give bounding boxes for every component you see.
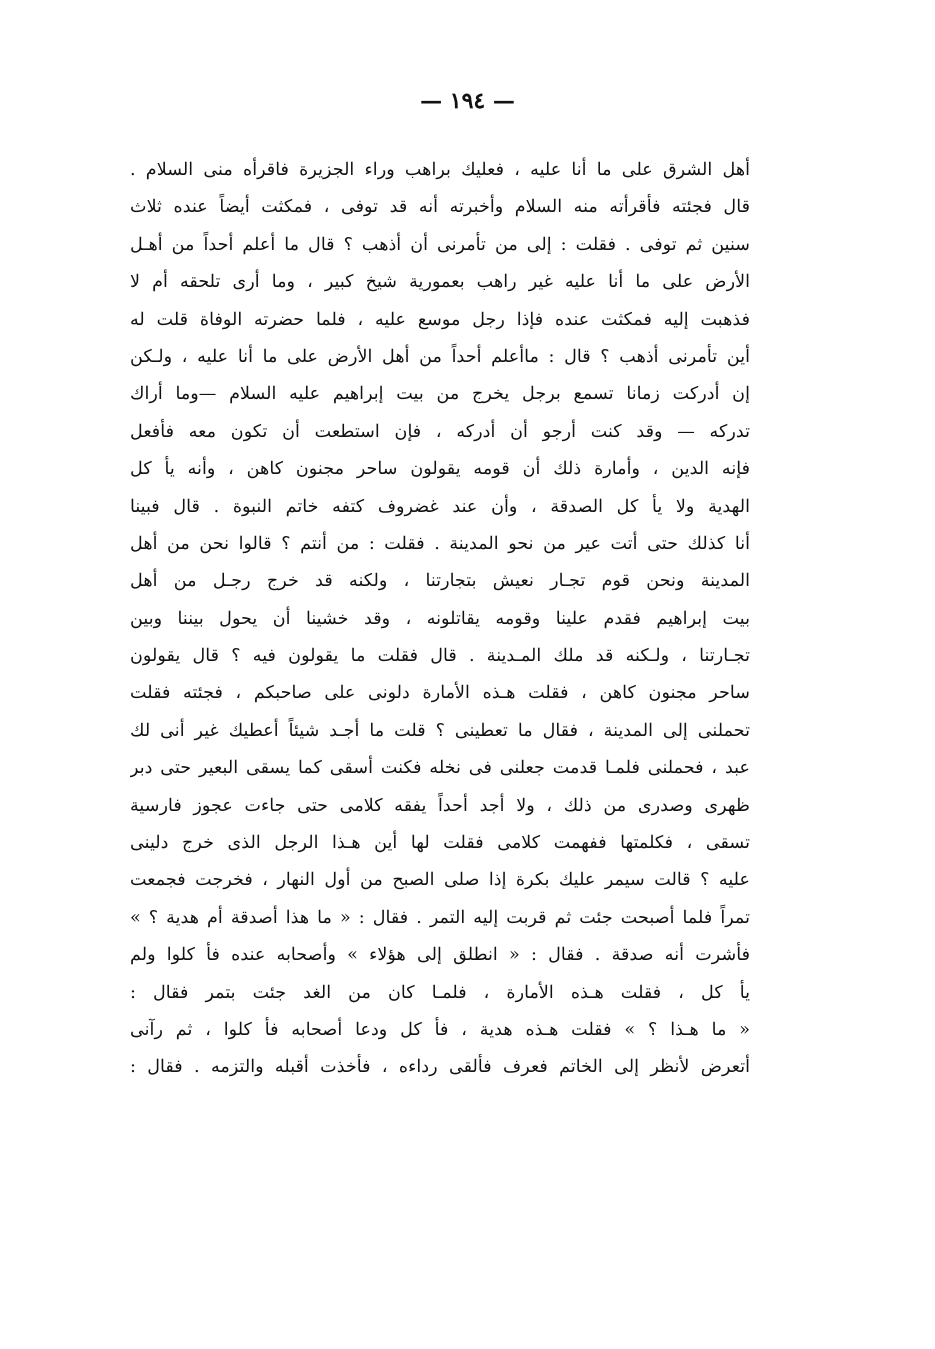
text-line: فذهبت إليه فمكثت عنده فإذا رجل موسع عليه ، فلما حضرته الوفاة قلت له: [130, 309, 750, 330]
text-line: إن أدركت زمانا تسمع برجل يخرج من بيت إبراهيم عليه السلام —وما أراك: [130, 384, 750, 405]
text-line: عبد ، فحملنى فلمـا قدمت جعلنى فى نخله فكنت أسقى كما يسقى البعير حتى دبر: [130, 758, 750, 779]
text-line: « ما هـذا ؟ » فقلت هـذه هدية ، فأ كل ودعا أصحابه فأ كلوا ، ثم رآنى: [130, 1019, 750, 1040]
text-line: أين تأمرنى أذهب ؟ قال : ماأعلم أحداً من أهل الأرض على ما أنا عليه ، ولـكن: [130, 346, 750, 367]
text-line: فأشرت أنه صدقة . فقال : « انطلق إلى هؤلاء » وأصحابه عنده فأ كلوا ولم: [130, 945, 750, 966]
text-line: قال فجئته فأقرأته منه السلام وأخبرته أنه قد توفى ، فمكثت أيضاً عنده ثلاث: [130, 197, 750, 218]
body-text: [130, 152, 750, 1087]
text-line: الهدية ولا يأ كل الصدقة ، وأن عند غضروف كتفه خاتم النبوة . قال فبينا: [130, 496, 750, 517]
text-line: ساحر مجنون كاهن ، فقلت هـذه الأمارة دلونى على صاحبكم ، فجئته فقلت: [130, 683, 750, 704]
text-line: سنين ثم توفى . فقلت : إلى من تأمرنى أن أذهب ؟ قال ما أعلم أحداً من أهـل: [130, 234, 750, 255]
text-line: تدركه — وقد كنت أرجو أن أدركه ، فإن استطعت أن تكون معه فأفعل: [130, 421, 750, 442]
text-line: تسقى ، فكلمتها ففهمت كلامى فقلت لها أين هـذا الرجل الذى خرج دلينى: [130, 833, 750, 854]
text-line: تمراً فلما أصبحت جئت ثم قربت إليه التمر . فقال : « ما هذا أصدقة أم هدية ؟ »: [130, 907, 750, 928]
text-line: ظهرى وصدرى من ذلك ، ولا أجد أحداً يفقه كلامى حتى جاءت عجوز فارسية: [130, 795, 750, 816]
page-number: — ١٩٤ —: [420, 88, 515, 114]
text-line: بيت إبراهيم فقدم علينا وقومه يقاتلونه ، وقد خشينا أن يحول بيننا وبين: [130, 608, 750, 629]
text-line: أتعرض لأنظر إلى الخاتم فعرف فألقى رداءه ، فأخذت أقبله والتزمه . فقال :: [130, 1057, 750, 1078]
text-line: فإنه الدين ، وأمارة ذلك أن قومه يقولون ساحر مجنون كاهن ، وأنه يأ كل: [130, 459, 750, 480]
text-line: يأ كل ، فقلت هـذه الأمارة ، فلمـا كان من الغد جئت بتمر فقال :: [130, 982, 750, 1003]
text-line: أهل الشرق على ما أنا عليه ، فعليك براهب وراء الجزيرة فاقرأه منى السلام .: [130, 160, 750, 180]
text-line: الأرض على ما أنا عليه غير راهب بعمورية شيخ كبير ، وما أرى تلحقه أم لا: [130, 272, 750, 293]
text-line: تجـارتنا ، ولـكنه قد ملك المـدينة . قال فقلت ما يقولون فيه ؟ قال يقولون: [130, 646, 750, 667]
text-line: المدينة ونحن قوم تجـار نعيش بتجارتنا ، ولكنه قد خرج رجـل من أهل: [130, 571, 750, 592]
text-line: أنا كذلك حتى أتت عير من نحو المدينة . فقلت : من أنتم ؟ قالوا نحن من أهل: [130, 533, 750, 554]
text-line: تحملنى إلى المدينة ، فقال ما تعطينى ؟ قلت ما أجـد شيئاً أعطيك غير أنى لك: [130, 720, 750, 741]
text-line: عليه ؟ قالت سيمر عليك بكرة إذا صلى الصبح من أول النهار ، فخرجت فجمعت: [130, 870, 750, 891]
